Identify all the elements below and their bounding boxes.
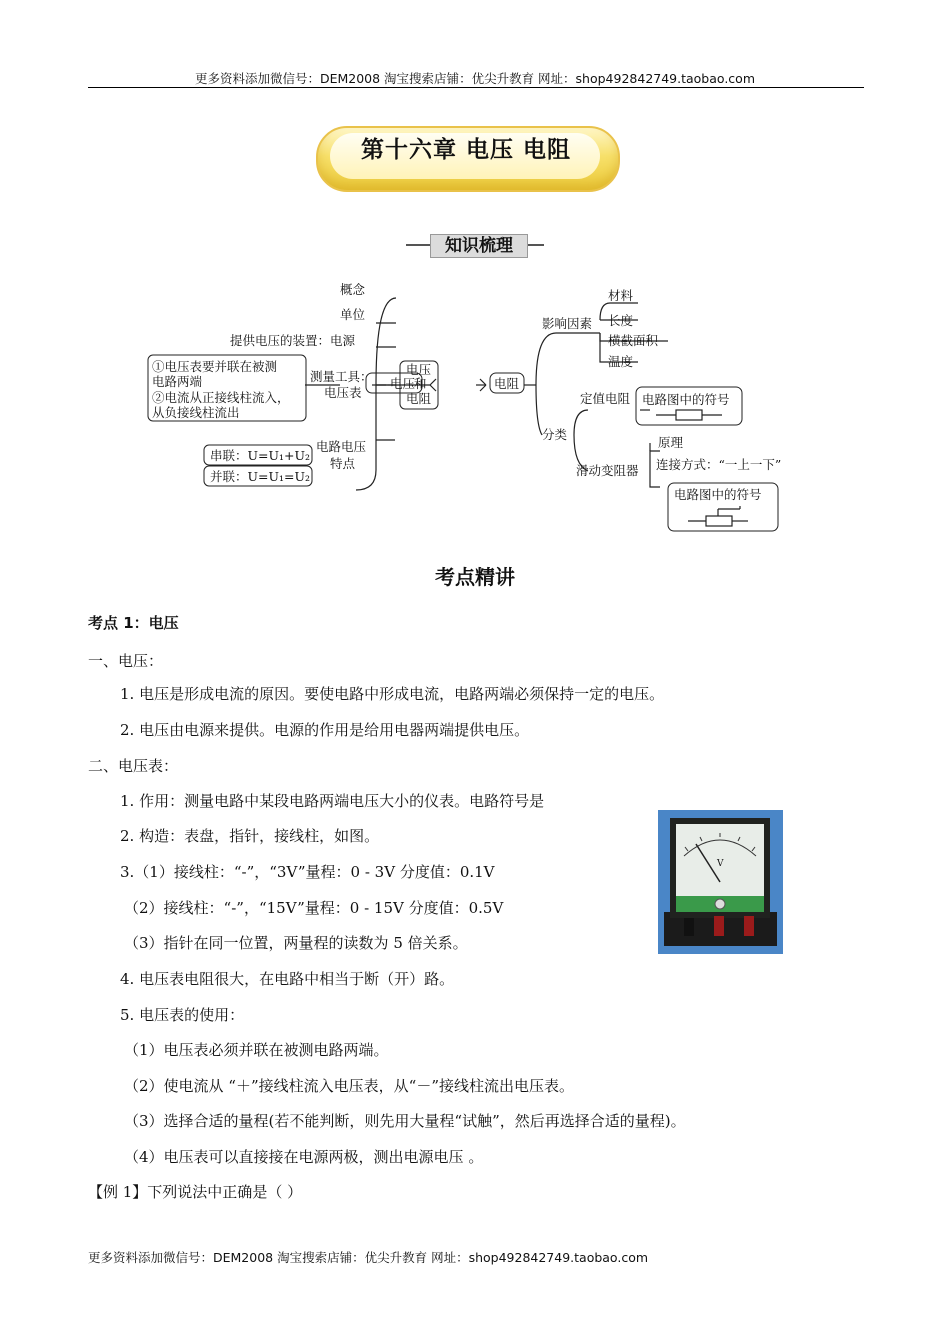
text-line: 4. 电压表电阻很大，在电路中相当于断（开）路。 bbox=[120, 970, 455, 988]
section-heading: 考点精讲 bbox=[435, 565, 515, 589]
mm-center-2: 和 bbox=[414, 376, 427, 391]
text-line: 一、电压： bbox=[88, 652, 164, 670]
mm-rule-4: 从负接线柱流出 bbox=[152, 405, 240, 420]
text-line: （4）电压表可以直接接在电源两极，测出电源电压 。 bbox=[124, 1148, 484, 1166]
resistor-symbol bbox=[656, 410, 722, 420]
heading-rule-right bbox=[526, 244, 544, 246]
mm-source: 提供电压的装置：电源 bbox=[230, 333, 356, 348]
mm-center-1: 电压 bbox=[406, 362, 432, 377]
text-line: （3）指针在同一位置，两量程的读数为 5 倍关系。 bbox=[124, 934, 468, 952]
knowledge-heading: 知识梳理 bbox=[430, 234, 528, 258]
mm-factor-2: 长度 bbox=[608, 313, 634, 328]
page-header: 更多资料添加微信号：DEM2008 淘宝搜索店铺：优尖升教育 网址：shop492842749.taobao.com bbox=[194, 71, 756, 86]
mm-connection: 连接方式：“一上一下” bbox=[656, 457, 782, 472]
mm-factor-1: 材料 bbox=[608, 288, 634, 303]
page-footer: 更多资料添加微信号：DEM2008 淘宝搜索店铺：优尖升教育 网址：shop492842749.taobao.com bbox=[88, 1250, 649, 1265]
heading-rule-left bbox=[406, 244, 430, 246]
knowledge-mindmap bbox=[140, 275, 820, 540]
mm-concept: 概念 bbox=[340, 282, 366, 297]
mm-rule-3: ②电流从正接线柱流入， bbox=[152, 390, 290, 405]
mm-factors: 影响因素 bbox=[542, 316, 593, 331]
mm-circuit-1: 电路电压 bbox=[316, 439, 367, 454]
mm-symbol-2: 电路图中的符号 bbox=[674, 487, 762, 502]
voltmeter-photo bbox=[658, 810, 783, 954]
mm-rheostat: 滑动变阻器 bbox=[576, 463, 639, 478]
mm-factor-3: 横截面积 bbox=[608, 333, 659, 348]
mm-series: 串联：U=U₁+U₂ bbox=[210, 448, 311, 463]
voltmeter-dial-label: V bbox=[717, 859, 724, 869]
kaodian-title: 考点 1：电压 bbox=[88, 614, 179, 632]
text-line: 5. 电压表的使用： bbox=[120, 1006, 245, 1024]
mm-resistance: 电阻 bbox=[494, 376, 520, 391]
mm-principle: 原理 bbox=[658, 435, 684, 450]
text-line: （2）接线柱：“-”，“15V”量程：0 - 15V 分度值：0.5V bbox=[124, 899, 504, 917]
mm-circuit-2: 特点 bbox=[330, 456, 356, 471]
mm-center-3: 电阻 bbox=[406, 391, 432, 406]
text-line: 2. 电压由电源来提供。电源的作用是给用电器两端提供电压。 bbox=[120, 721, 530, 739]
mm-tool-1: 测量工具： bbox=[310, 369, 373, 384]
mm-tool-2: 电压表 bbox=[324, 385, 362, 400]
text-line: 1. 电压是形成电流的原因。要使电路中形成电流，电路两端必须保持一定的电压。 bbox=[120, 685, 665, 703]
header-rule bbox=[88, 87, 864, 88]
rheostat-symbol bbox=[688, 506, 748, 526]
mm-rule-2: 电路两端 bbox=[152, 374, 203, 389]
mm-parallel: 并联：U=U₁=U₂ bbox=[210, 469, 311, 484]
text-line: （2）使电流从 “＋”接线柱流入电压表，从“－”接线柱流出电压表。 bbox=[124, 1077, 574, 1095]
chapter-title: 第十六章 电压 电阻 bbox=[360, 136, 571, 163]
mm-factor-4: 温度 bbox=[608, 354, 634, 369]
example-line: 【例 1】下列说法中正确是（ ） bbox=[88, 1183, 303, 1201]
mm-fixed: 定值电阻 bbox=[580, 391, 631, 406]
text-line: 二、电压表： bbox=[88, 757, 179, 775]
text-line: （1）电压表必须并联在被测电路两端。 bbox=[124, 1041, 389, 1059]
mm-voltage: 电压 bbox=[390, 376, 416, 391]
mm-unit: 单位 bbox=[340, 307, 366, 322]
mm-classify: 分类 bbox=[542, 427, 568, 442]
mm-rule-1: ①电压表要并联在被测 bbox=[152, 359, 278, 374]
mm-symbol-1: 电路图中的符号 bbox=[642, 392, 730, 407]
text-line: 1. 作用：测量电路中某段电路两端电压大小的仪表。电路符号是 bbox=[120, 792, 545, 810]
text-line: 2. 构造：表盘，指针，接线柱，如图。 bbox=[120, 827, 380, 845]
text-line: （3）选择合适的量程(若不能判断，则先用大量程“试触”，然后再选择合适的量程)。 bbox=[124, 1112, 686, 1130]
text-line: 3.（1）接线柱：“-”，“3V”量程：0 - 3V 分度值：0.1V bbox=[120, 863, 495, 881]
